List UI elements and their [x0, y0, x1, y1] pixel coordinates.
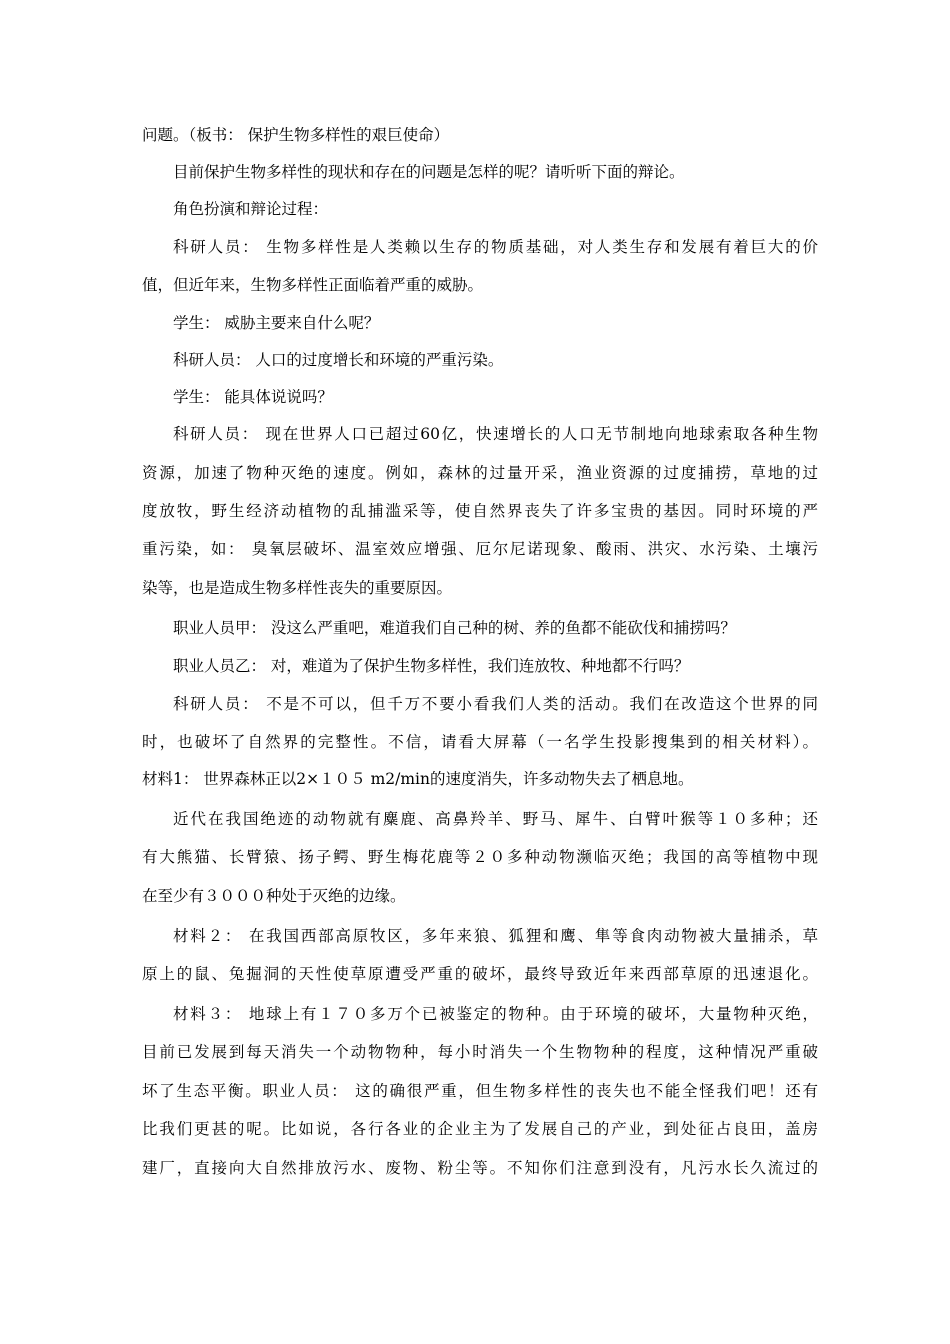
text-line: 在至少有３０００种处于灭绝的边缘。 — [142, 887, 406, 905]
text-line: 目前已发展到每天消失一个动物物种，每小时消失一个生物物种的程度，这种情况严重破 — [142, 1043, 818, 1061]
text-line: 染等，也是造成生物多样性丧失的重要原因。 — [142, 579, 453, 597]
text-line: 职业人员乙： 对，难道为了保护生物多样性，我们连放牧、种地都不行吗？ — [173, 657, 690, 675]
text-line: 问题。（板书： 保护生物多样性的艰巨使命） — [142, 126, 450, 144]
text-line: 资源，加速了物种灭绝的速度。例如，森林的过量开采，渔业资源的过度捕捞，草地的过 — [142, 464, 818, 482]
text-line: 职业人员甲： 没这么严重吧，难道我们自己种的树、养的鱼都不能砍伐和捕捞吗？ — [173, 619, 736, 637]
text-line: 重污染，如： 臭氧层破坏、温室效应增强、厄尔尼诺现象、酸雨、洪灾、水污染、土壤污 — [142, 540, 818, 558]
text-line: 角色扮演和辩论过程： — [173, 200, 329, 218]
text-line: 材料1： 世界森林正以2×１０５ m2/min的速度消失，许多动物失去了栖息地。 — [142, 770, 694, 788]
text-line: 坏了生态平衡。职业人员： 这的确很严重，但生物多样性的丧失也不能全怪我们吧！还有 — [142, 1082, 818, 1100]
text-line: 原上的鼠、兔掘洞的天性使草原遭受严重的破坏，最终导致近年来西部草原的迅速退化。 — [142, 965, 818, 983]
text-line: 科研人员： 不是不可以，但千万不要小看我们人类的活动。我们在改造这个世界的同 — [173, 695, 818, 713]
text-line: 科研人员： 生物多样性是人类赖以生存的物质基础，对人类生存和发展有着巨大的价 — [173, 238, 818, 256]
text-line: 时，也破坏了自然界的完整性。不信，请看大屏幕（一名学生投影搜集到的相关材料）。 — [142, 733, 818, 751]
text-line: 度放牧，野生经济动植物的乱捕滥采等，使自然界丧失了许多宝贵的基因。同时环境的严 — [142, 502, 818, 520]
text-line: 科研人员： 人口的过度增长和环境的严重污染。 — [173, 351, 504, 369]
text-line: 建厂，直接向大自然排放污水、废物、粉尘等。不知你们注意到没有，凡污水长久流过的 — [142, 1159, 818, 1177]
text-line: 材料３： 地球上有１７０多万个已被鉴定的物种。由于环境的破坏，大量物种灭绝， — [173, 1005, 818, 1023]
text-line: 目前保护生物多样性的现状和存在的问题是怎样的呢？请听听下面的辩论。 — [173, 163, 685, 181]
text-line: 有大熊猫、长臂猿、扬子鳄、野生梅花鹿等２０多种动物濒临灭绝；我国的高等植物中现 — [142, 848, 818, 866]
text-line: 值，但近年来，生物多样性正面临着严重的威胁。 — [142, 276, 484, 294]
text-line: 学生： 威胁主要来自什么呢？ — [173, 314, 380, 332]
text-line: 近代在我国绝迹的动物就有麋鹿、高鼻羚羊、野马、犀牛、白臂叶猴等１０多种；还 — [173, 810, 818, 828]
text-line: 材料２： 在我国西部高原牧区，多年来狼、狐狸和鹰、隼等食肉动物被大量捕杀，草 — [173, 927, 818, 945]
text-line: 比我们更甚的呢。比如说，各行各业的企业主为了发展自己的产业，到处征占良田，盖房 — [142, 1120, 818, 1138]
text-line: 学生： 能具体说说吗？ — [173, 388, 333, 406]
text-line: 科研人员： 现在世界人口已超过60亿，快速增长的人口无节制地向地球索取各种生物 — [173, 425, 818, 443]
